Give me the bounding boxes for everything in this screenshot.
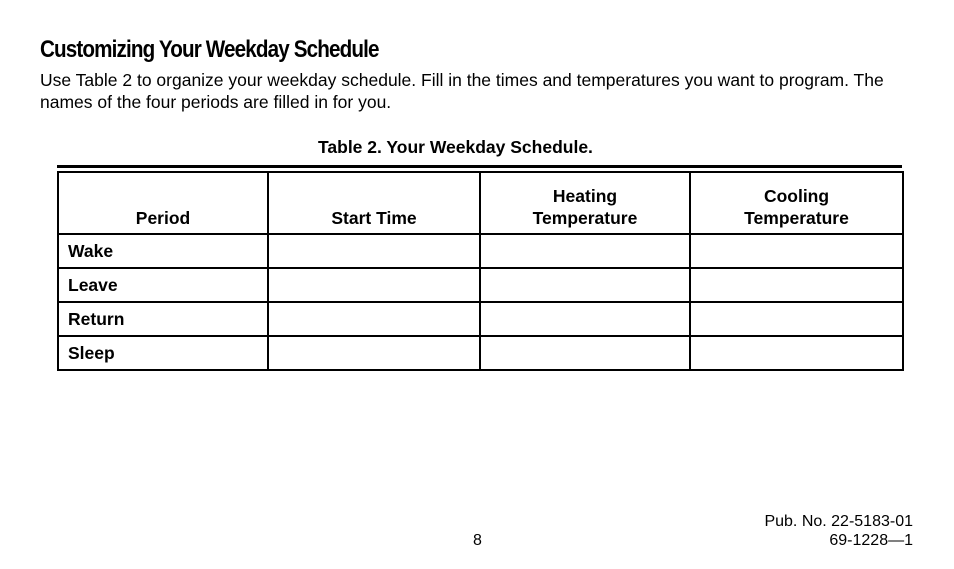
period-cell: Sleep: [58, 336, 268, 370]
start-time-cell: [268, 268, 480, 302]
cooling-temperature-cell: [690, 336, 903, 370]
table-top-rule: [57, 165, 902, 168]
intro-paragraph: Use Table 2 to organize your weekday schedule. Fill in the times and temperatures you want to program. The names of the four periods are filled in for you.: [40, 70, 884, 112]
heating-temperature-cell: [480, 268, 690, 302]
period-cell: Wake: [58, 234, 268, 268]
header-period: Period: [58, 172, 268, 234]
heating-temperature-cell: [480, 336, 690, 370]
table-row: [58, 302, 903, 336]
table-caption: Table 2. Your Weekday Schedule.: [318, 137, 593, 157]
period-cell: Leave: [58, 268, 268, 302]
weekday-schedule-table: [57, 171, 904, 371]
cooling-temperature-cell: [690, 268, 903, 302]
pub-number: Pub. No. 22-5183-01: [764, 513, 913, 530]
start-time-cell: [268, 234, 480, 268]
period-cell: Return: [58, 302, 268, 336]
table-row: [58, 336, 903, 370]
table-row: [58, 268, 903, 302]
doc-number: 69-1228—1: [829, 532, 913, 549]
heating-temperature-cell: [480, 234, 690, 268]
header-cooling-temperature: Cooling Temperature: [690, 172, 903, 234]
start-time-cell: [268, 302, 480, 336]
table-row: [58, 234, 903, 268]
publication-info: [764, 512, 913, 550]
header-heating-temperature: Heating Temperature: [480, 172, 690, 234]
start-time-cell: [268, 336, 480, 370]
section-heading: Customizing Your Weekday Schedule: [40, 36, 379, 63]
cooling-temperature-cell: [690, 234, 903, 268]
heating-temperature-cell: [480, 302, 690, 336]
page-number: 8: [473, 532, 482, 549]
cooling-temperature-cell: [690, 302, 903, 336]
header-start-time: Start Time: [268, 172, 480, 234]
table-header-row: [58, 172, 903, 234]
